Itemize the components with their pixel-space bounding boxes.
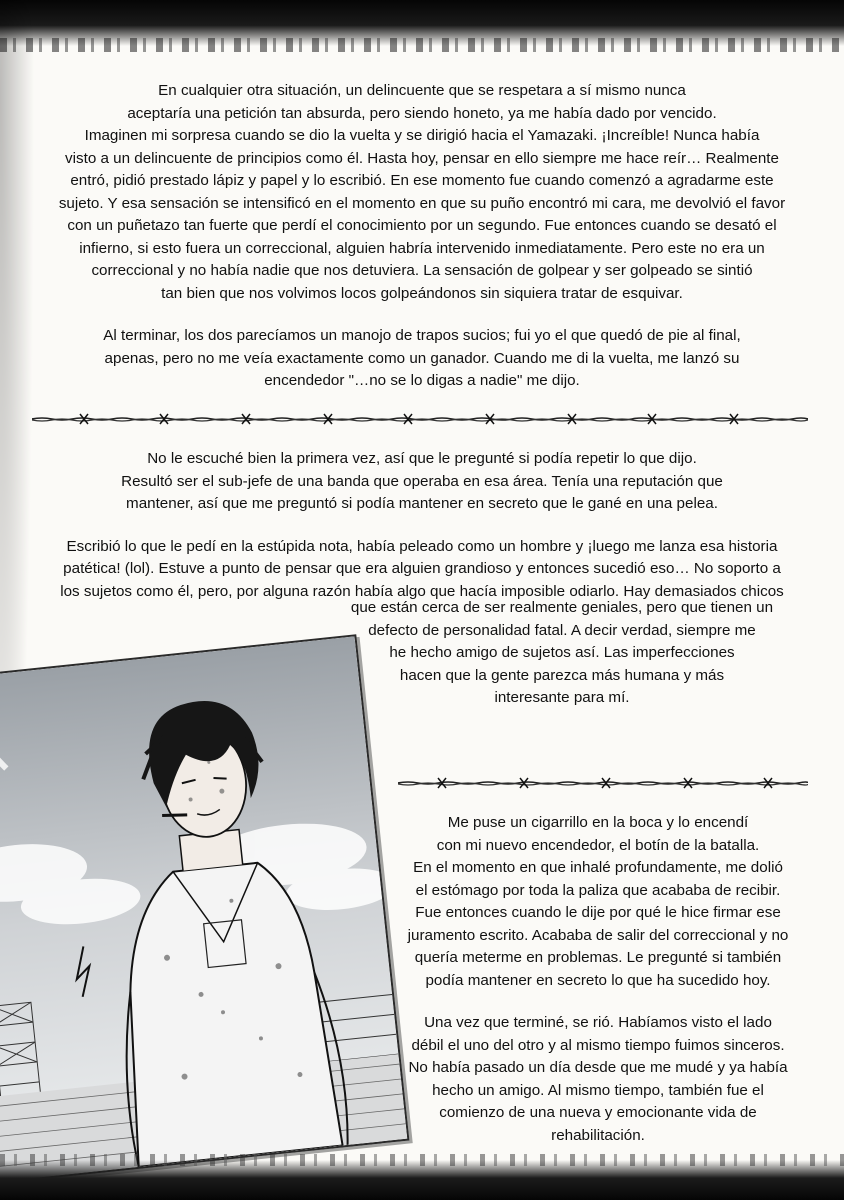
text-line: Una vez que terminé, se rió. Habíamos visto el lado	[424, 1014, 772, 1031]
section-2-wrapped-text	[320, 597, 804, 710]
text-line: el estómago por toda la paliza que acababa de recibir.	[415, 881, 781, 899]
text-line: patética! (lol). Estuve a punto de pensar que era alguien grandioso y entonces sucedió eso… No soporto a	[63, 560, 781, 577]
text-line: que están cerca de ser realmente geniales, pero que tienen un	[350, 599, 774, 616]
text-line: infierno, si esto fuera un correccional, alguien habría intervenido inmediatamente. Pero este no era un	[79, 239, 765, 257]
text-line: sujeto. Y esa sensación se intensificó en el momento en que su puño encontró mi cara, me devolvió el favor	[58, 194, 786, 212]
text-line: Imaginen mi sorpresa cuando se dio la vuelta y se dirigió hacia el Yamazaki. ¡Increíble! Nunca había	[84, 127, 760, 144]
text-line: juramento escrito. Acababa de salir del correccional y no	[407, 926, 789, 944]
barbed-wire-divider-1	[32, 412, 808, 426]
section-1-paragraph-1	[40, 80, 804, 305]
text-line: Me puse un cigarrillo en la boca y lo encendí	[447, 814, 749, 831]
text-line: defecto de personalidad fatal. A decir verdad, siempre me	[368, 621, 756, 639]
section-1-text	[40, 80, 804, 393]
barbed-wire-divider-2	[398, 776, 808, 790]
manga-illustration-photo	[0, 634, 409, 1185]
text-line: En cualquier otra situación, un delincuente que se respetara a sí mismo nunca	[158, 82, 686, 99]
text-line: los sujetos como él, pero, por alguna razón había algo que hacía imposible odiarlo. Hay demasiados chicos	[60, 582, 784, 600]
text-line: he hecho amigo de sujetos así. Las imperfecciones	[389, 644, 735, 661]
torn-bottom-edge	[0, 1160, 844, 1200]
section-3-paragraph-2	[390, 1012, 806, 1147]
text-line: No le escuché bien la primera vez, así que le pregunté si podía repetir lo que dijo.	[147, 450, 697, 467]
section-3-paragraph-1	[390, 812, 806, 992]
text-line: correccional y no había nadie que nos detuviera. La sensación de golpear y ser golpeado se sintió	[91, 262, 753, 279]
text-line: rehabilitación.	[551, 1126, 645, 1144]
text-line: débil el uno del otro y al mismo tiempo fuimos sinceros.	[411, 1036, 785, 1054]
section-2-paragraph-2	[40, 536, 804, 604]
text-line: tan bien que nos volvimos locos golpeándonos sin siquiera tratar de esquivar.	[161, 284, 683, 302]
text-line: interesante para mí.	[494, 689, 630, 706]
section-3-text	[390, 812, 806, 1147]
text-line: encendedor "…no se lo digas a nadie" me dijo.	[264, 372, 580, 389]
text-line: entró, pidió prestado lápiz y papel y lo escribió. En ese momento fue cuando comenzó a agradarme este	[70, 172, 774, 189]
text-line: hecho un amigo. Al mismo tiempo, también fue el	[432, 1081, 764, 1099]
text-line: quería meterme en problemas. Le pregunté si también	[414, 949, 782, 966]
text-line: No había pasado un día desde que me mudé y ya había	[408, 1059, 788, 1076]
section-2-paragraph-1	[40, 448, 804, 516]
text-line: podía mantener en secreto lo que ha sucedido hoy.	[425, 971, 771, 989]
text-line: aceptaría una petición tan absurda, pero siendo honeto, ya me había dado por vencido.	[127, 104, 717, 122]
text-line: con mi nuevo encendedor, el botín de la batalla.	[436, 836, 760, 854]
section-2-text	[40, 448, 804, 603]
section-1-paragraph-2	[40, 325, 804, 393]
text-line: apenas, pero no me veía exactamente como un ganador. Cuando me di la vuelta, me lanzó su	[104, 349, 740, 367]
text-line: En el momento en que inhalé profundamente, me dolió	[413, 859, 783, 876]
text-line: visto a un delincuente de principios como él. Hasta hoy, pensar en ello siempre me hace reír… Realmente	[65, 149, 779, 167]
text-line: Resultó ser el sub-jefe de una banda que operaba en esa área. Tenía una reputación que	[121, 472, 723, 490]
text-line: Escribió lo que le pedí en la estúpida nota, había peleado como un hombre y ¡luego me lanza esa historia	[66, 537, 778, 555]
text-line: con un puñetazo tan fuerte que perdí el conocimiento por un segundo. Fue entonces cuando se desató el	[67, 217, 777, 234]
torn-top-edge	[0, 0, 844, 46]
text-line: Fue entonces cuando le dije por qué le hice firmar ese	[415, 904, 781, 921]
text-line: hacen que la gente parezca más humana y más	[399, 666, 725, 684]
text-line: comienzo de una nueva y emocionante vida de	[439, 1104, 757, 1121]
text-line: Al terminar, los dos parecíamos un manojo de trapos sucios; fui yo el que quedó de pie al final,	[103, 327, 741, 344]
text-line: mantener, así que me preguntó si podía mantener en secreto que le gané en una pelea.	[126, 495, 718, 512]
